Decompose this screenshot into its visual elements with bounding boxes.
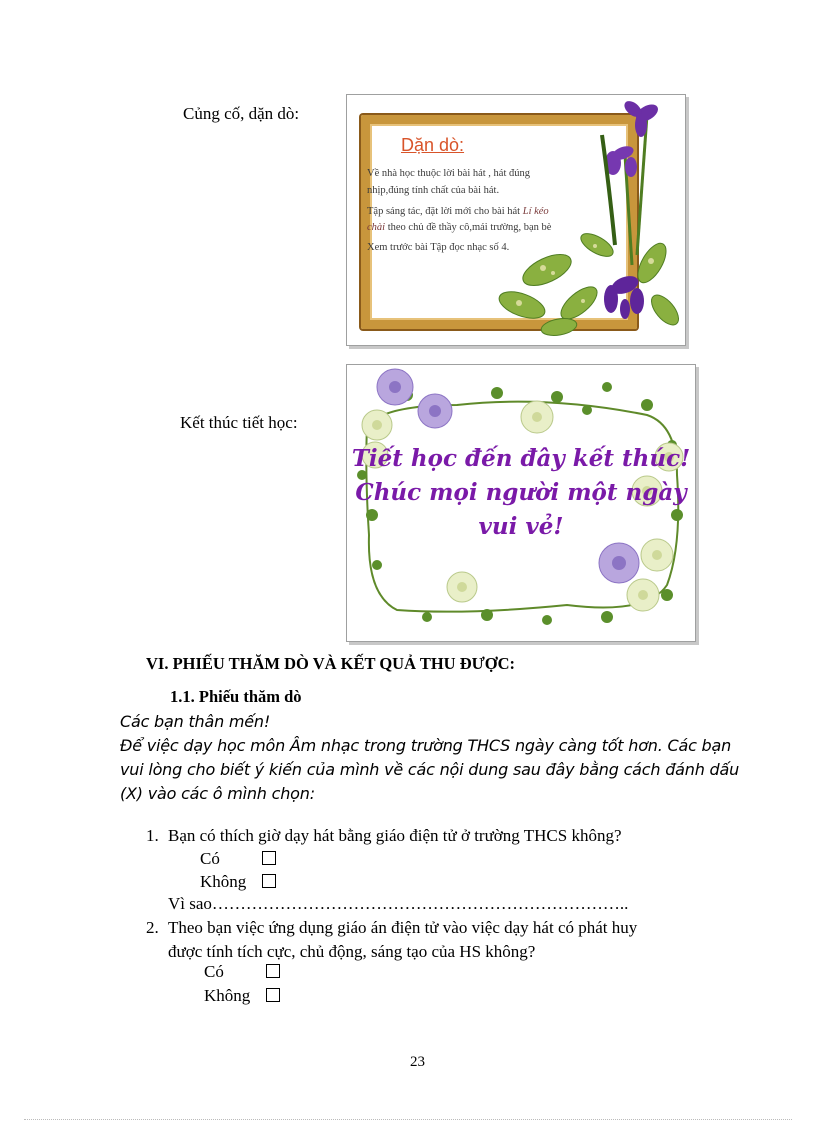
question-2-text-line1: Theo bạn việc ứng dụng giáo án điện tử vào việc dạy hát có phát huy: [168, 918, 638, 937]
q1-checkbox-yes[interactable]: [262, 851, 276, 865]
intro-greeting: Các bạn thân mến!: [120, 712, 271, 731]
slide-ket-thuc: [346, 364, 696, 642]
question-1-number: 1.: [146, 826, 159, 845]
slide-dan-do-title: Dặn dò:: [401, 135, 465, 155]
q2-option-yes-label: Có: [204, 962, 224, 981]
intro-line: vui lòng cho biết ý kiến của mình về các nội dung sau đây bằng cách đánh dấu: [120, 760, 740, 779]
q1-option-no: [200, 872, 276, 892]
intro-line: Để việc dạy học môn Âm nhạc trong trường THCS ngày càng tốt hơn. Các bạn: [120, 736, 732, 755]
q2-option-no-label: Không: [204, 986, 251, 1005]
q2-checkbox-yes[interactable]: [266, 964, 280, 978]
q1-option-no-label: Không: [200, 872, 247, 891]
q1-option-yes: [200, 849, 276, 869]
question-2-text-line2: được tính tích cực, chủ động, sáng tạo của HS không?: [168, 942, 536, 961]
slide-dan-do: [346, 94, 686, 346]
subheading: 1.1. Phiếu thăm dò: [170, 687, 302, 706]
slide-ket-thuc-line: Chúc mọi người một ngày: [355, 479, 687, 506]
slide-ket-thuc-line: Tiết học đến đây kết thúc!: [351, 445, 691, 472]
q2-option-no: [204, 986, 280, 1006]
question-2-number: 2.: [146, 918, 159, 937]
footer-divider: [24, 1119, 792, 1120]
slide-dan-do-line: chài theo chủ đề thầy cô,mái trường, bạn bè: [367, 222, 552, 233]
question-1-text: Bạn có thích giờ dạy hát bằng giáo điện tử ở trường THCS không?: [168, 826, 622, 845]
section-heading: VI. PHIẾU THĂM DÒ VÀ KẾT QUẢ THU ĐƯỢC:: [146, 654, 515, 673]
slide-dan-do-line: Tập sáng tác, đặt lời mới cho bài hát Lí kéo: [367, 206, 549, 217]
slide-dan-do-line: Về nhà học thuộc lời bài hát , hát đúng: [367, 168, 531, 179]
label-ket-thuc: Kết thúc tiết học:: [180, 413, 298, 432]
q1-option-yes-label: Có: [200, 849, 220, 868]
q2-option-yes: [204, 962, 280, 982]
q1-checkbox-no[interactable]: [262, 874, 276, 888]
q1-why-line: Vì sao………………………………………………………………..: [168, 894, 629, 913]
label-cung-co: Củng cố, dặn dò:: [183, 104, 300, 123]
slide-dan-do-line: Xem trước bài Tập đọc nhạc số 4.: [367, 242, 510, 253]
slide-dan-do-line: nhịp,đúng tính chất của bài hát.: [367, 185, 500, 196]
slide-ket-thuc-line: vui vẻ!: [478, 513, 564, 540]
q2-checkbox-no[interactable]: [266, 988, 280, 1002]
page-number: 23: [410, 1054, 425, 1070]
intro-line: (X) vào các ô mình chọn:: [120, 784, 315, 803]
iris-flowers-illustration: [347, 95, 685, 345]
